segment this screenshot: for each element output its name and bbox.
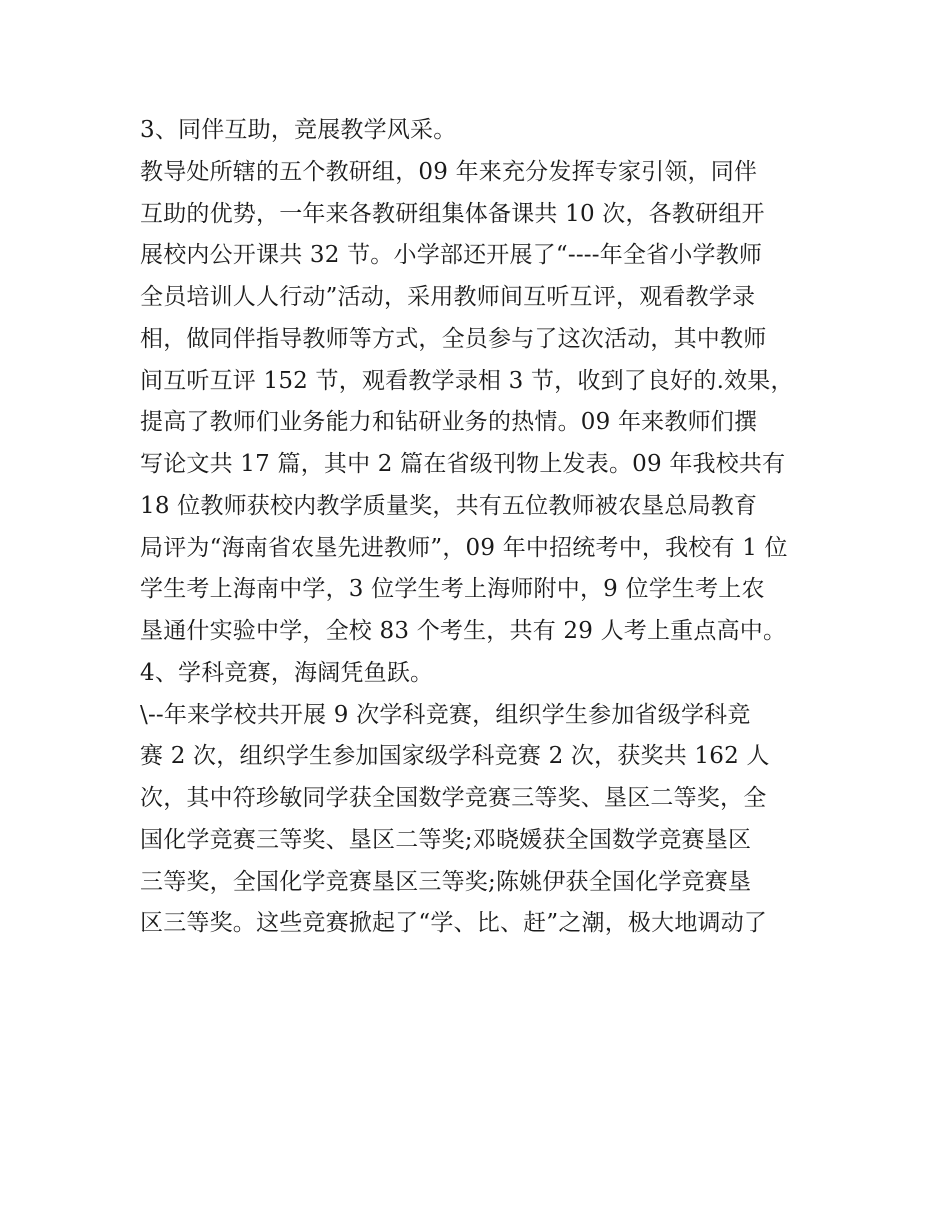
paragraph-line: 三等奖，全国化学竞赛垦区三等奖;陈姚伊获全国化学竞赛垦 (140, 868, 752, 895)
paragraph-line: 互助的优势，一年来各教研组集体备课共 10 次，各教研组开 (140, 200, 765, 227)
paragraph-line: \--年来学校共开展 9 次学科竞赛，组织学生参加省级学科竞 (140, 701, 751, 728)
paragraph-line: 教导处所辖的五个教研组，09 年来充分发挥专家引领，同伴 (140, 158, 758, 185)
paragraph-line: 垦通什实验中学，全校 83 个考生，共有 29 人考上重点高中。 (140, 618, 787, 644)
paragraph-line: 学生考上海南中学，3 位学生考上海师附中，9 位学生考上农 (140, 576, 765, 603)
paragraph-line: 赛 2 次，组织学生参加国家级学科竞赛 2 次，获奖共 162 人 (140, 743, 770, 770)
document-body (140, 110, 830, 945)
section-heading-competitions: 4、学科竞赛，海阔凭鱼跃。 (140, 659, 434, 686)
paragraph-line: 展校内公开课共 32 节。小学部还开展了“----年全省小学教师 (140, 242, 763, 269)
paragraph-line: 提高了教师们业务能力和钻研业务的热情。09 年来教师们撰 (140, 409, 758, 436)
paragraph-line: 间互听互评 152 节，观看教学录相 3 节，收到了良好的.效果， (140, 367, 794, 394)
paragraph-line: 18 位教师获校内教学质量奖，共有五位教师被农垦总局教育 (140, 492, 758, 519)
paragraph-line: 国化学竞赛三等奖、垦区二等奖;邓晓媛获全国数学竞赛垦区 (140, 826, 752, 853)
paragraph-line: 全员培训人人行动”活动，采用教师间互听互评，观看教学录 (140, 284, 756, 310)
paragraph-line: 次，其中符珍敏同学获全国数学竞赛三等奖、垦区二等奖，全 (140, 785, 767, 811)
section-heading-peer-support: 3、同伴互助，竞展教学风采。 (140, 117, 457, 143)
paragraph-line: 局评为“海南省农垦先进教师”，09 年中招统考中，我校有 1 位 (140, 534, 788, 561)
paragraph-line: 区三等奖。这些竞赛掀起了“学、比、赶”之潮，极大地调动了 (140, 910, 768, 937)
paragraph-line: 相，做同伴指导教师等方式，全员参与了这次活动，其中教师 (140, 325, 767, 352)
paragraph-line: 写论文共 17 篇，其中 2 篇在省级刊物上发表。09 年我校共有 (140, 451, 786, 477)
